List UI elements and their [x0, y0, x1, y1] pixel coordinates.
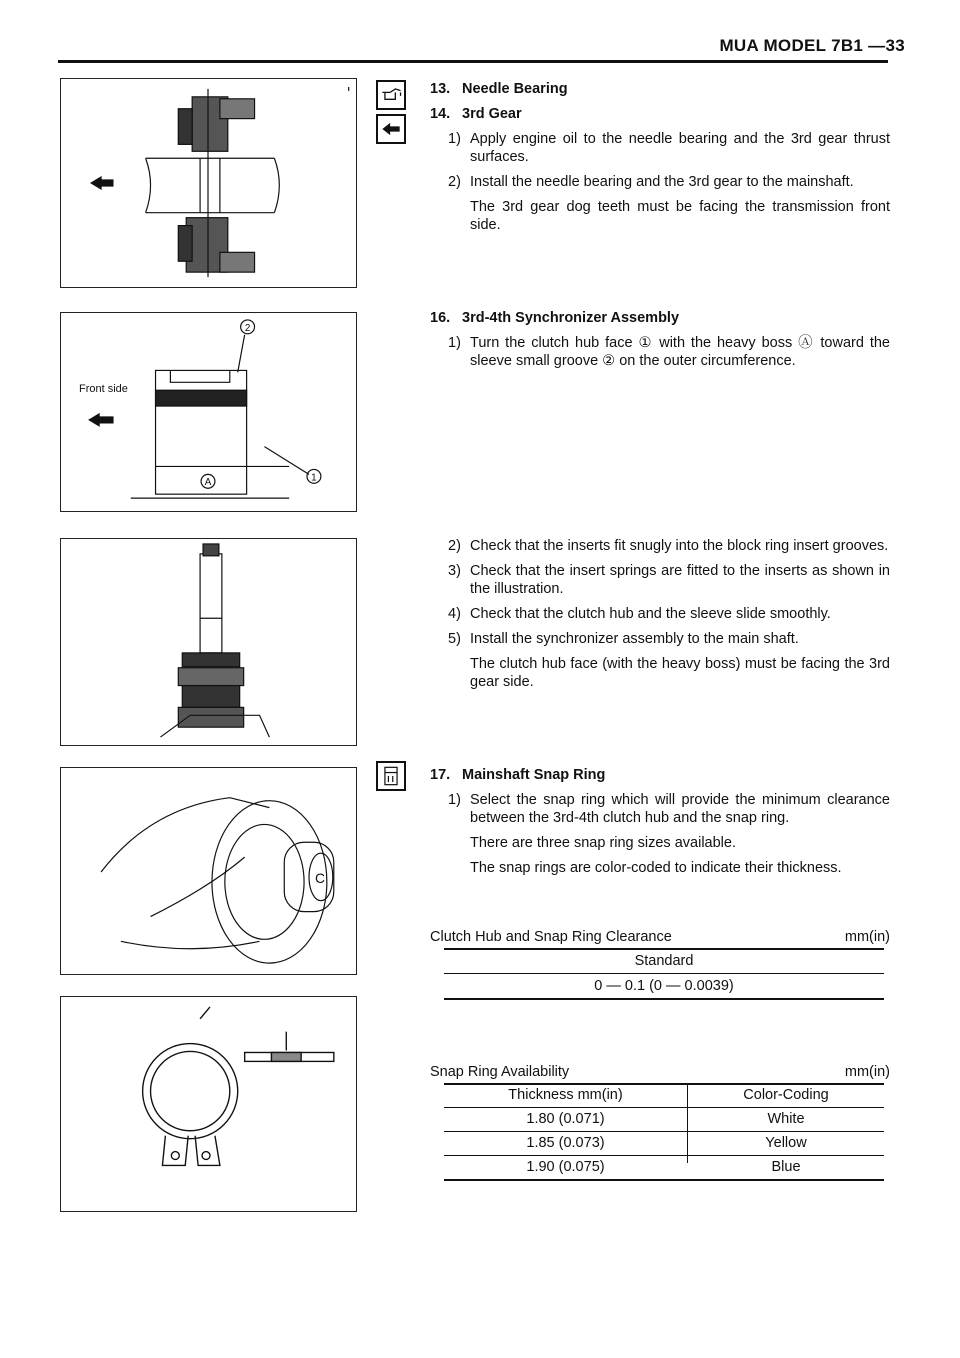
heading-16: 16. 3rd-4th Synchronizer Assembly	[430, 310, 680, 326]
table-cell: Yellow	[765, 1135, 807, 1151]
table-rule	[444, 1107, 884, 1108]
clearance-header: Standard	[634, 953, 694, 969]
figure-synchronizer-install	[60, 538, 357, 746]
table-cell: 1.80 (0.071)	[526, 1111, 605, 1127]
section-synchronizer	[430, 309, 890, 370]
svg-text:2: 2	[244, 322, 251, 334]
column-header-color: Color-Coding	[743, 1087, 829, 1103]
step-item: 2) Install the needle bearing and the 3rd gear to the mainshaft.	[448, 174, 854, 190]
front-side-label: Front side	[79, 383, 128, 395]
step-item: 1) Apply engine oil to the needle bearing and the 3rd gear thrust surfaces.	[448, 131, 890, 165]
clearance-table-caption: Clutch Hub and Snap Ring Clearance mm(in)	[430, 929, 890, 945]
note-text: There are three snap ring sizes available.	[470, 835, 736, 851]
arrow-left-icon	[91, 177, 113, 189]
figure-synchronizer-orientation	[60, 312, 357, 512]
table-rule	[444, 973, 884, 974]
table-rule	[444, 1083, 884, 1085]
table-cell: 1.85 (0.073)	[526, 1135, 605, 1151]
figure-snap-ring-install	[60, 767, 357, 975]
heading-14: 14. 3rd Gear	[430, 106, 522, 122]
install-arrow-icon	[376, 114, 406, 144]
note-text: The snap rings are color-coded to indicate their thickness.	[470, 860, 842, 876]
table-rule	[444, 1131, 884, 1132]
note-text: The 3rd gear dog teeth must be facing the transmission front side.	[470, 199, 890, 233]
figure-gear-cross-section	[60, 78, 357, 288]
table-rule	[444, 948, 884, 950]
step-item: 2) Check that the inserts fit snugly into the block ring insert grooves.	[448, 538, 889, 554]
section-snap-ring	[430, 766, 890, 877]
measure-icon	[376, 761, 406, 791]
availability-table-caption: Snap Ring Availability mm(in)	[430, 1064, 890, 1080]
step-item: 4) Check that the clutch hub and the sleeve slide smoothly.	[448, 606, 831, 622]
svg-text:A: A	[204, 477, 212, 489]
section-synchronizer-checks	[430, 537, 890, 691]
table-cell: 1.90 (0.075)	[526, 1159, 605, 1175]
page-header: MUA MODEL 7B1 —33	[719, 36, 905, 55]
table-cell: White	[767, 1111, 805, 1127]
svg-text:C: C	[314, 869, 325, 886]
table-rule	[444, 1179, 884, 1181]
table-rule	[444, 1155, 884, 1156]
table-rule	[444, 998, 884, 1000]
svg-text:1: 1	[311, 472, 317, 484]
table-cell: Blue	[771, 1159, 801, 1175]
step-item: 3) Check that the insert springs are fitted to the inserts as shown in the illustration.	[448, 563, 890, 597]
clearance-value: 0 — 0.1 (0 — 0.0039)	[594, 978, 734, 994]
note-text: The clutch hub face (with the heavy boss) must be facing the 3rd gear side.	[470, 656, 890, 690]
step-item: 1) Turn the clutch hub face ① with the heavy boss Ⓐ toward the sleeve small groove ② on the outer circumference.	[448, 335, 890, 369]
oil-can-icon	[376, 80, 406, 110]
heading-13: 13. Needle Bearing	[430, 81, 568, 97]
step-item: 1) Select the snap ring which will provide the minimum clearance between the 3rd-4th clutch hub and the snap ring.	[448, 792, 890, 826]
step-item: 5) Install the synchronizer assembly to the main shaft.	[448, 631, 799, 647]
header-rule	[58, 60, 888, 63]
figure-snap-ring	[60, 996, 357, 1212]
heading-17: 17. Mainshaft Snap Ring	[430, 767, 606, 783]
column-header-thickness: Thickness mm(in)	[508, 1087, 623, 1103]
section-needle-bearing	[430, 80, 890, 234]
